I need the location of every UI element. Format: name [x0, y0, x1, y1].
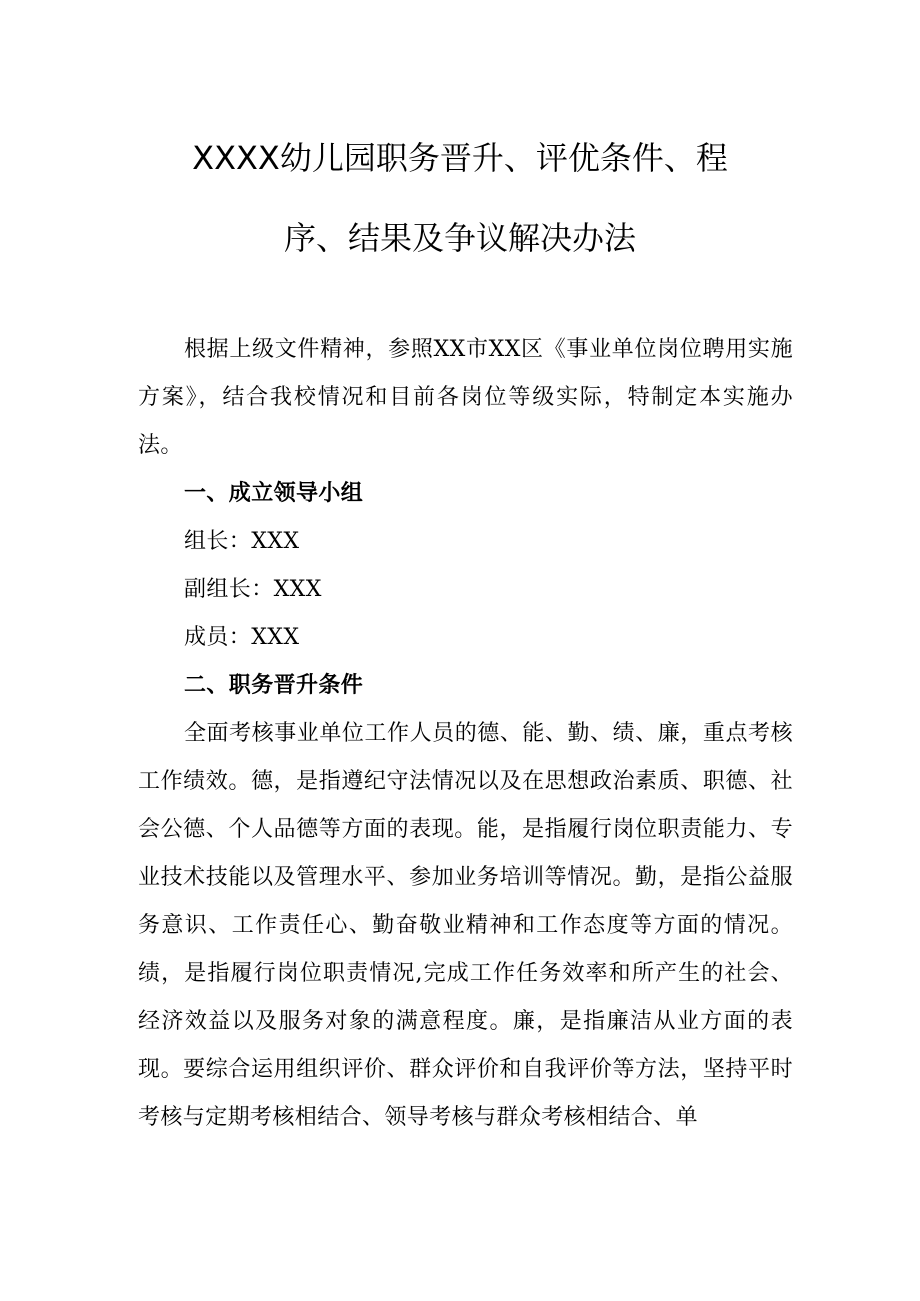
document-title-line-1: XXXX幼儿园职务晋升、评优条件、程 — [192, 139, 728, 177]
members-line: 成员：XXX — [184, 625, 300, 650]
intro-paragraph: 根据上级文件精神，参照XX市XX区《事业单位岗位聘用实施方案》，结合我校情况和目前各岗位等级实际，特制定本实施办法。 — [138, 337, 793, 458]
document-title-line-2: 序、结果及争议解决办法 — [283, 219, 636, 257]
intro-block — [138, 326, 793, 470]
section-2-block — [138, 710, 793, 1142]
section-2-heading: 二、职务晋升条件 — [184, 673, 364, 698]
group-leader-line: 组长：XXX — [184, 529, 300, 554]
section-1-heading: 一、成立领导小组 — [184, 481, 364, 506]
deputy-leader-line: 副组长：XXX — [184, 577, 322, 602]
section-1-block — [138, 470, 793, 710]
section-2-paragraph: 全面考核事业单位工作人员的德、能、勤、绩、廉，重点考核工作绩效。德，是指遵纪守法情况以及在思想政治素质、职德、社会公德、个人品德等方面的表现。能，是指履行岗位职责能力、专业技术技能以及管理水平、参加业务培训等情况。勤，是指公益服务意识、工作责任心、勤奋敬业精神和工作态度等方面的情况。绩，是指履行岗位职责情况,完成工作任务效率和所产生的社会、经济效益以及服务对象的满意程度。廉，是指廉洁从业方面的表现。要综合运用组织评价、群众评价和自我评价等方法，坚持平时考核与定期考核相结合、领导考核与群众考核相结合、单 — [138, 721, 793, 1130]
